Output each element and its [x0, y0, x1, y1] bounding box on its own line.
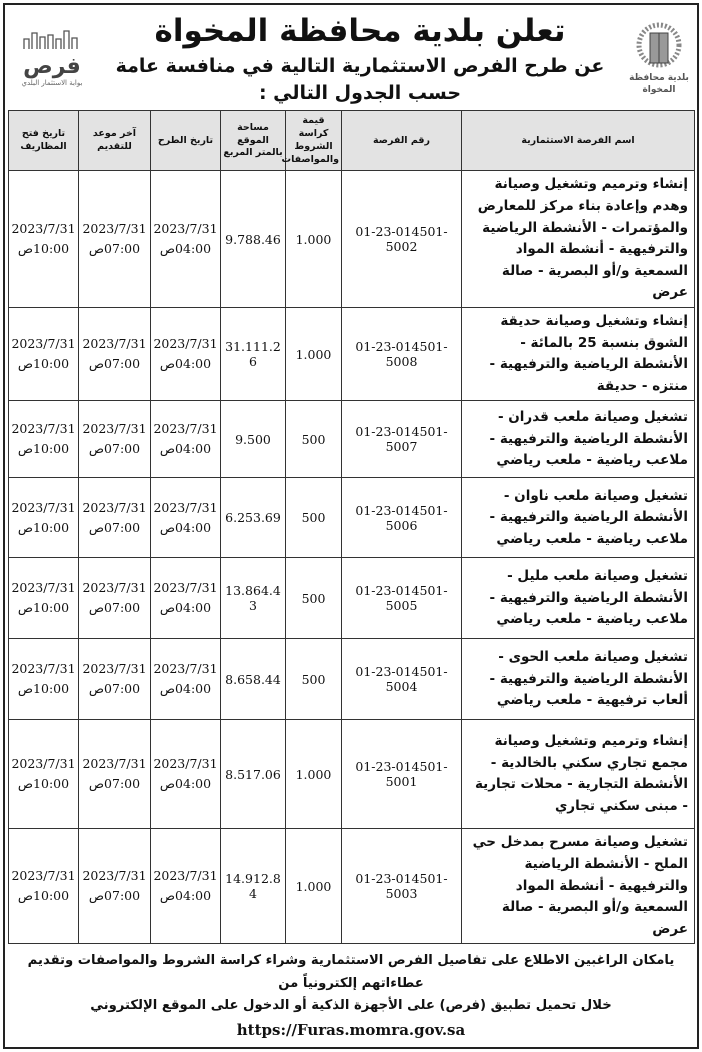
area-text: 6.253.69 — [225, 510, 281, 526]
fee-text: 1.000 — [295, 766, 332, 782]
date-text: 2023/7/31 — [153, 580, 218, 596]
opportunity-name — [462, 558, 695, 639]
fee-text: 500 — [301, 431, 326, 447]
time-text: 10:00ص — [17, 519, 70, 535]
furas-logo-caption: بوابة الاستثمار البلدي — [21, 79, 83, 88]
area-text: 13.864.43 — [225, 583, 281, 614]
time-text: 07:00ص — [88, 519, 141, 535]
time-text: 04:00ص — [159, 888, 212, 904]
time-text: 07:00ص — [88, 888, 141, 904]
opportunity-number — [342, 171, 462, 308]
page-subtitle: عن طرح الفرص الاستثمارية التالية في منافسة عامة حسب الجدول التالي : — [115, 55, 605, 104]
opportunity-name — [462, 171, 695, 308]
date-text: 2023/7/31 — [82, 868, 147, 884]
area-text: 9.500 — [235, 431, 271, 447]
furas-logo-text: فرص — [23, 54, 81, 80]
opportunity-name — [462, 401, 695, 478]
area-text: 8.517.06 — [225, 766, 281, 782]
area-text: 8.658.44 — [225, 671, 281, 687]
deadline — [79, 401, 151, 478]
open-date — [9, 720, 79, 829]
date-text: 2023/7/31 — [82, 421, 147, 437]
col-offer-date: تاريخ الطرح — [151, 111, 221, 171]
fee-text: 500 — [301, 590, 326, 606]
number-text: 01-23-014501-5002 — [355, 224, 448, 255]
date-text: 2023/7/31 — [82, 661, 147, 677]
time-text: 07:00ص — [88, 356, 141, 372]
open-date — [9, 639, 79, 720]
date-text: 2023/7/31 — [82, 580, 147, 596]
opportunity-number — [342, 558, 462, 639]
name-text: إنشاء وترميم وتشغيل وصيانة وهدم وإعادة بناء مركز للمعارض والمؤتمرات - الأنشطة الرياضية والترفيهية - أنشطة المواد السمعية و/أو البصرية - صالة عرض — [477, 176, 688, 301]
number-text: 01-23-014501-5007 — [355, 424, 448, 455]
open-date — [9, 478, 79, 558]
table-row — [9, 401, 695, 478]
offer-date — [151, 478, 221, 558]
number-text: 01-23-014501-5008 — [355, 339, 448, 370]
time-text: 04:00ص — [159, 441, 212, 457]
fee — [286, 308, 342, 401]
date-text: 2023/7/31 — [153, 756, 218, 772]
footer-line-1: يامكان الراغبين الاطلاع على تفاصيل الفرص الاستثمارية وشراء كراسة الشروط والمواصفات وتقديم عطاءاتهم إلكترونياً من — [27, 953, 675, 991]
time-text: 04:00ص — [159, 519, 212, 535]
fee — [286, 829, 342, 944]
open-date — [9, 558, 79, 639]
deadline — [79, 308, 151, 401]
time-text: 10:00ص — [17, 681, 70, 697]
furas-logo — [11, 29, 93, 88]
opportunity-number — [342, 720, 462, 829]
opportunities-table — [8, 110, 695, 944]
name-text: تشغيل وصيانة مسرح بمدخل حي الملح - الأنشطة الرياضية والترفيهية - أنشطة المواد السمعية و/أو البصرية - صالة عرض — [472, 834, 688, 937]
fee — [286, 478, 342, 558]
col-deadline: آخر موعد للتقديم — [79, 111, 151, 171]
open-date — [9, 308, 79, 401]
name-text: تشغيل وصيانة ملعب الحوى - الأنشطة الرياضية والترفيهية - ألعاب ترفيهية - ملعب رياضي — [489, 649, 688, 709]
area-text: 9.788.46 — [225, 231, 281, 247]
time-text: 04:00ص — [159, 241, 212, 257]
date-text: 2023/7/31 — [11, 221, 76, 237]
table-row — [9, 171, 695, 308]
area-text: 14.912.84 — [225, 871, 281, 902]
time-text: 07:00ص — [88, 776, 141, 792]
time-text: 04:00ص — [159, 776, 212, 792]
offer-date — [151, 639, 221, 720]
deadline — [79, 639, 151, 720]
area — [221, 308, 286, 401]
open-date — [9, 171, 79, 308]
time-text: 10:00ص — [17, 600, 70, 616]
col-number: رقم الفرصة — [342, 111, 462, 171]
col-name: اسم الفرصة الاستثمارية — [462, 111, 695, 171]
col-area: مساحة الموقع بالمتر المربع — [221, 111, 286, 171]
fee-text: 500 — [301, 510, 326, 526]
number-text: 01-23-014501-5004 — [355, 664, 448, 695]
col-open-date: تاريخ فتح المظاريف — [9, 111, 79, 171]
date-text: 2023/7/31 — [153, 499, 218, 515]
opportunity-name — [462, 478, 695, 558]
name-text: تشغيل وصيانة ملعب ناوان - الأنشطة الرياضية والترفيهية - ملاعب رياضية - ملعب رياضي — [489, 487, 688, 547]
time-text: 07:00ص — [88, 600, 141, 616]
area — [221, 829, 286, 944]
date-text: 2023/7/31 — [82, 499, 147, 515]
time-text: 04:00ص — [159, 356, 212, 372]
number-text: 01-23-014501-5006 — [355, 502, 448, 533]
fee — [286, 171, 342, 308]
date-text: 2023/7/31 — [11, 756, 76, 772]
area — [221, 171, 286, 308]
opportunity-number — [342, 639, 462, 720]
table-row — [9, 308, 695, 401]
date-text: 2023/7/31 — [11, 580, 76, 596]
date-text: 2023/7/31 — [82, 756, 147, 772]
table-row — [9, 829, 695, 944]
opportunity-name — [462, 639, 695, 720]
open-date — [9, 401, 79, 478]
date-text: 2023/7/31 — [82, 221, 147, 237]
table-row — [9, 639, 695, 720]
deadline — [79, 829, 151, 944]
number-text: 01-23-014501-5001 — [355, 759, 448, 790]
time-text: 10:00ص — [17, 776, 70, 792]
date-text: 2023/7/31 — [153, 421, 218, 437]
col-fee: قيمة كراسة الشروط والمواصفات — [286, 111, 342, 171]
fee-text: 500 — [301, 671, 326, 687]
date-text: 2023/7/31 — [153, 336, 218, 352]
city-skyline-icon — [22, 29, 82, 51]
time-text: 10:00ص — [17, 356, 70, 372]
offer-date — [151, 308, 221, 401]
time-text: 10:00ص — [17, 241, 70, 257]
offer-date — [151, 171, 221, 308]
opportunity-number — [342, 478, 462, 558]
opportunity-number — [342, 829, 462, 944]
offer-date — [151, 720, 221, 829]
time-text: 07:00ص — [88, 681, 141, 697]
number-text: 01-23-014501-5003 — [355, 871, 448, 902]
date-text: 2023/7/31 — [153, 868, 218, 884]
area — [221, 639, 286, 720]
table-row — [9, 558, 695, 639]
ad-header — [5, 5, 697, 110]
municipality-logo-text: بلدية محافظة المخواة — [629, 73, 689, 95]
fee — [286, 639, 342, 720]
offer-date — [151, 829, 221, 944]
offer-date — [151, 558, 221, 639]
name-text: تشغيل وصيانة ملعب مليل - الأنشطة الرياضية والترفيهية - ملاعب رياضية - ملعب رياضي — [489, 568, 688, 628]
date-text: 2023/7/31 — [11, 421, 76, 437]
municipality-logo — [627, 21, 691, 96]
date-text: 2023/7/31 — [11, 336, 76, 352]
footer-line-2: خلال تحميل تطبيق (فرص) على الأجهزة الذكية أو الدخول على الموقع الإلكتروني — [90, 998, 612, 1014]
deadline — [79, 720, 151, 829]
area — [221, 478, 286, 558]
municipality-emblem-icon — [634, 21, 684, 69]
time-text: 10:00ص — [17, 441, 70, 457]
date-text: 2023/7/31 — [11, 661, 76, 677]
name-text: تشغيل وصيانة ملعب قدران - الأنشطة الرياضية والترفيهية - ملاعب رياضية - ملعب رياضي — [489, 409, 688, 469]
fee-text: 1.000 — [295, 346, 332, 362]
advertisement — [3, 3, 699, 1049]
open-date — [9, 829, 79, 944]
table-row — [9, 478, 695, 558]
opportunity-number — [342, 401, 462, 478]
date-text: 2023/7/31 — [82, 336, 147, 352]
website-link[interactable]: https://Furas.momra.gov.sa — [236, 1020, 466, 1039]
header-text — [99, 11, 621, 106]
date-text: 2023/7/31 — [153, 661, 218, 677]
time-text: 07:00ص — [88, 241, 141, 257]
date-text: 2023/7/31 — [11, 868, 76, 884]
opportunity-name — [462, 829, 695, 944]
number-text: 01-23-014501-5005 — [355, 583, 448, 614]
date-text: 2023/7/31 — [11, 499, 76, 515]
time-text: 04:00ص — [159, 681, 212, 697]
fee — [286, 720, 342, 829]
area — [221, 401, 286, 478]
fee-text: 1.000 — [295, 231, 332, 247]
footer-note — [8, 950, 694, 1043]
opportunity-name — [462, 720, 695, 829]
deadline — [79, 171, 151, 308]
time-text: 10:00ص — [17, 888, 70, 904]
deadline — [79, 478, 151, 558]
area — [221, 720, 286, 829]
name-text: إنشاء وتشغيل وصيانة حديقة الشوق بنسبة 25 بالمائة - الأنشطة الرياضية والترفيهية - منتزه - حديقة — [489, 313, 688, 394]
opportunity-name — [462, 308, 695, 401]
opportunity-number — [342, 308, 462, 401]
offer-date — [151, 401, 221, 478]
area-text: 31.111.26 — [225, 339, 281, 370]
fee — [286, 558, 342, 639]
name-text: إنشاء وترميم وتشغيل وصيانة مجمع تجاري سكني بالخالدية - الأنشطة التجارية - محلات تجارية - مبنى سكني تجاري — [474, 733, 688, 815]
table-row — [9, 720, 695, 829]
deadline — [79, 558, 151, 639]
date-text: 2023/7/31 — [153, 221, 218, 237]
time-text: 07:00ص — [88, 441, 141, 457]
area — [221, 558, 286, 639]
time-text: 04:00ص — [159, 600, 212, 616]
table-header-row — [9, 111, 695, 171]
fee-text: 1.000 — [295, 878, 332, 894]
page-title: تعلن بلدية محافظة المخواة — [154, 13, 566, 49]
fee — [286, 401, 342, 478]
